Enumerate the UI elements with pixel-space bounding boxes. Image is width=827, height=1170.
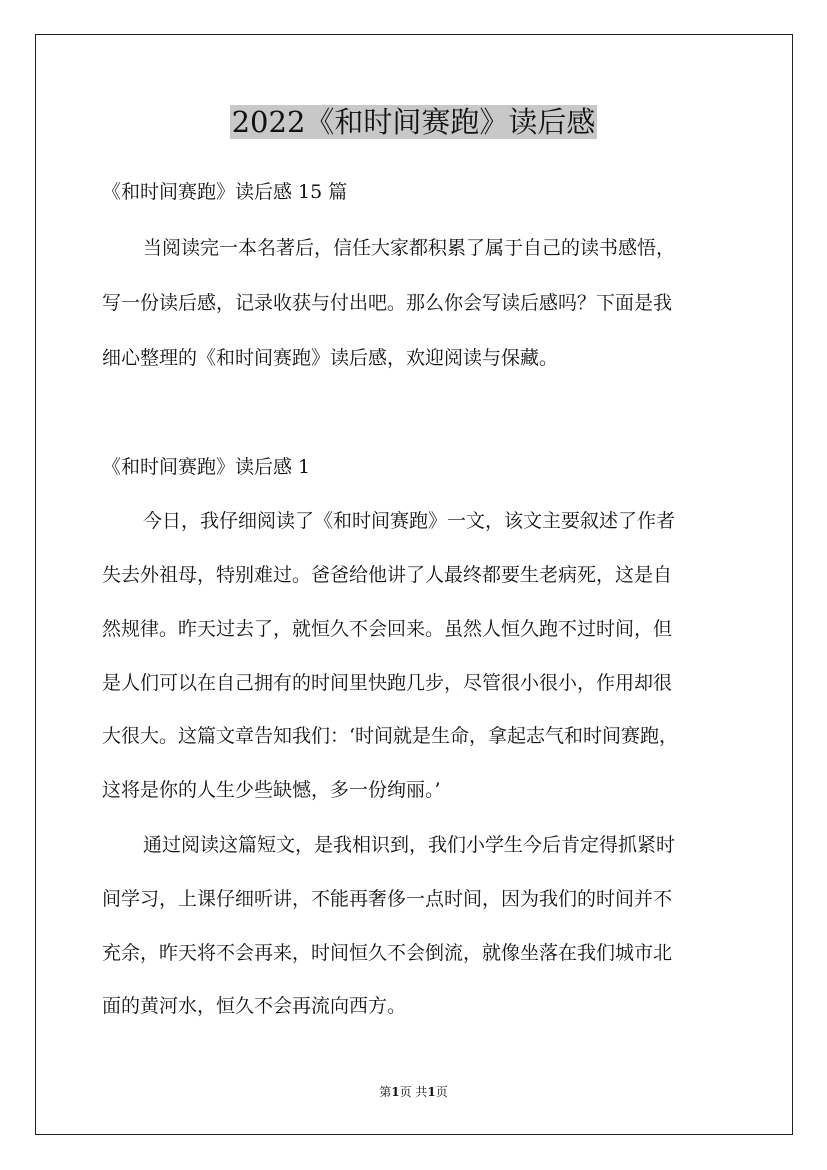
paragraph2-line-1: 通过阅读这篇短文，是我相识到，我们小学生今后肯定得抓紧时 xyxy=(143,834,676,856)
footer-page-suffix: 页 xyxy=(435,1085,448,1099)
footer-total-pages: 1 xyxy=(427,1085,436,1099)
footer-page-mid: 页 共 xyxy=(399,1085,428,1099)
footer-page-prefix: 第 xyxy=(379,1085,392,1099)
paragraph2-line-3: 充余，昨天将不会再来，时间恒久不会倒流，就像坐落在我们城市北 xyxy=(102,942,673,964)
paragraph1-line-4: 是人们可以在自己拥有的时间里快跑几步，尽管很小很小，作用却很 xyxy=(102,672,673,694)
paragraph1-line-3: 然规律。昨天过去了，就恒久不会回来。虽然人恒久跑不过时间，但 xyxy=(102,618,673,640)
paragraph1-line-5: 大很大。这篇文章告知我们：‘时间就是生命，拿起志气和时间赛跑， xyxy=(102,725,679,747)
intro-line-1: 当阅读完一本名著后，信任大家都积累了属于自己的读书感悟， xyxy=(143,237,676,259)
document-subtitle: 《和时间赛跑》读后感 15 篇 xyxy=(102,181,348,203)
paragraph1-line-2: 失去外祖母，特别难过。爸爸给他讲了人最终都要生老病死，这是自 xyxy=(102,564,673,586)
page-footer xyxy=(0,1084,827,1100)
paragraph1-line-6: 这将是你的人生少些缺憾，多一份绚丽。’ xyxy=(102,779,441,801)
paragraph2-line-4: 面的黄河水，恒久不会再流向西方。 xyxy=(102,995,407,1017)
paragraph1-line-1: 今日，我仔细阅读了《和时间赛跑》一文，该文主要叙述了作者 xyxy=(143,510,676,532)
section-heading: 《和时间赛跑》读后感 1 xyxy=(102,456,311,478)
intro-line-2: 写一份读后感，记录收获与付出吧。那么你会写读后感吗？下面是我 xyxy=(102,292,673,314)
footer-page-number: 1 xyxy=(391,1085,400,1099)
intro-line-3: 细心整理的《和时间赛跑》读后感，欢迎阅读与保藏。 xyxy=(102,347,559,369)
paragraph2-line-2: 间学习，上课仔细听讲，不能再奢侈一点时间，因为我们的时间并不 xyxy=(102,888,673,910)
document-title-text: 2022《和时间赛跑》读后感 xyxy=(231,105,596,139)
document-title xyxy=(0,102,827,142)
